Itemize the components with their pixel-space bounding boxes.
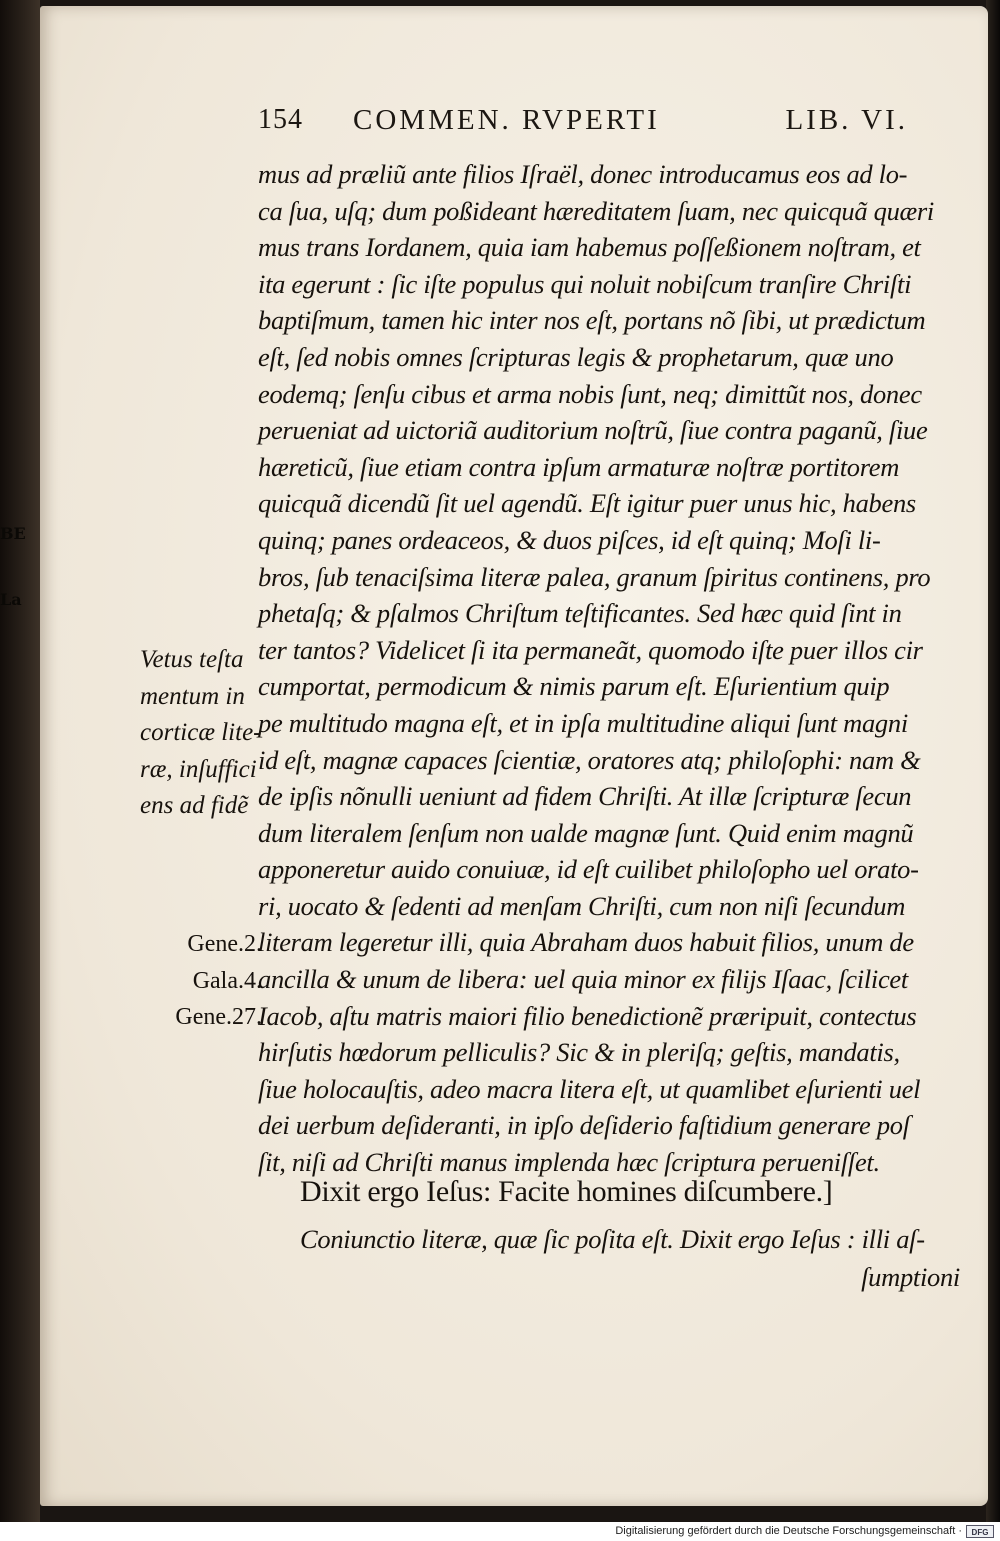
text-line: mus ad præliũ ante filios Iſraël, donec introducamus eos ad lo- — [258, 159, 908, 189]
text-line: phetaſq; & pſalmos Chriſtum teſtificantes. Sed hæc quid ſint in — [258, 598, 902, 629]
margin-note-line: ens ad fidẽ — [140, 792, 249, 820]
text-line: dei uerbum deſideranti, in ipſo deſiderio faſtidium generare poſ — [258, 1110, 910, 1141]
text-line: eodemq; ſenſu cibus et arma nobis ſunt, neq; dimittũt nos, donec — [258, 378, 922, 409]
main-text-block — [258, 156, 958, 1181]
text-line: apponeretur auido conuiuæ, id eſt cuilibet philoſopho uel orato- — [258, 854, 919, 885]
text-line: cumportat, permodicum & nimis parum eſt. Eſurientium quip — [258, 671, 890, 702]
text-line: Iacob, aſtu matris maiori filio benedictionẽ præripuit, contectus — [258, 1000, 917, 1031]
text-line: baptiſmum, tamen hic inter nos eſt, portans nõ ſibi, ut prædictum — [258, 305, 926, 336]
text-line: perueniat ad uictoriã auditorium noſtrũ, ſiue contra paganũ, ſiue — [258, 415, 928, 446]
scripture-reference: Gala.4. — [192, 967, 262, 994]
page-number: 154 — [258, 104, 303, 135]
text-line: bros, ſub tenaciſsima literæ palea, granum ſpiritus continens, pro — [258, 561, 931, 592]
book-edge — [986, 0, 1000, 1522]
dfg-logo: DFG — [966, 1525, 994, 1538]
text-line: ancilla & unum de libera: uel quia minor ex filijs Iſaac, ſcilicet — [258, 964, 908, 995]
running-header — [258, 104, 908, 144]
text-line: ita egerunt : ſic iſte populus qui noluit nobiſcum tranſire Chriſti — [258, 268, 912, 299]
margin-note-line: mentum in — [140, 682, 245, 710]
lemma-heading: Dixit ergo Ieſus: Facite homines diſcumbere.] — [300, 1175, 833, 1208]
text-line: ca ſua, uſq; dum poßideant hæreditatem ſuam, nec quicquã quæri — [258, 195, 934, 226]
text-line: dum literalem ſenſum non ualde magnæ ſunt. Quid enim magnũ — [258, 817, 914, 848]
text-line: quinq; panes ordeaceos, & duos piſces, id eſt quinq; Moſi li- — [258, 524, 881, 555]
marginal-note — [140, 642, 262, 825]
text-line: id eſt, magnæ capaces ſcientiæ, oratores atq; philoſophi: nam & — [258, 744, 921, 775]
text-line: hirſutis hœdorum pelliculis? Sic & in pleriſq; geſtis, mandatis, — [258, 1037, 900, 1068]
digitization-footer — [0, 1522, 1000, 1541]
bleed-through-fragment: BE — [0, 524, 26, 543]
book-number: LIB. VI. — [785, 104, 908, 136]
running-title: COMMEN. RVPERTI — [353, 104, 660, 136]
bleed-through-fragment: La — [0, 590, 22, 609]
text-line: literam legeretur illi, quia Abraham duos habuit filios, unum de — [258, 927, 914, 958]
margin-note-line: corticæ lite- — [140, 719, 262, 747]
continuation-text — [300, 1220, 960, 1296]
margin-note-line: ræ, inſuffici — [140, 755, 257, 783]
catchword: ſumptioni — [861, 1262, 960, 1292]
text-line: mus trans Iordanem, quia iam habemus poſſeßionem noſtram, et — [258, 232, 921, 263]
text-line: ſit, niſi ad Chriſti manus implenda hæc ſcriptura perueniſſet. — [258, 1147, 880, 1178]
text-line: ri, uocato & ſedenti ad menſam Chriſti, cum non niſi ſecundum — [258, 890, 906, 921]
text-line: pe multitudo magna eſt, et in ipſa multitudine aliqui ſunt magni — [258, 707, 908, 738]
text-line: ter tantos? Videlicet ſi ita permaneãt, quomodo iſte puer illos cir — [258, 634, 923, 665]
text-line: ſiue holocauſtis, adeo macra litera eſt, ut quamlibet eſurienti uel — [258, 1073, 921, 1104]
scripture-reference: Gene.27. — [175, 1004, 262, 1031]
marginal-references — [150, 926, 262, 1036]
funding-credit: Digitalisierung gefördert durch die Deutsche Forschungsgemeinschaft · — [615, 1525, 962, 1537]
text-line: quicquã dicendũ ſit uel agendũ. Eſt igitur puer unus hic, habens — [258, 488, 916, 519]
book-gutter — [0, 0, 40, 1522]
text-line: hæreticũ, ſiue etiam contra ipſum armaturæ noſtræ portitorem — [258, 451, 900, 482]
margin-note-line: Vetus teſta — [140, 646, 244, 673]
text-line: eſt, ſed nobis omnes ſcripturas legis & prophetarum, quæ uno — [258, 341, 894, 372]
text-line: de ipſis nõnulli ueniunt ad fidem Chriſti. At illæ ſcripturæ ſecun — [258, 781, 912, 812]
scripture-reference: Gene.2. — [187, 931, 262, 957]
text-line: Coniunctio literæ, quæ ſic poſita eſt. Dixit ergo Ieſus : illi aſ- — [300, 1224, 925, 1254]
